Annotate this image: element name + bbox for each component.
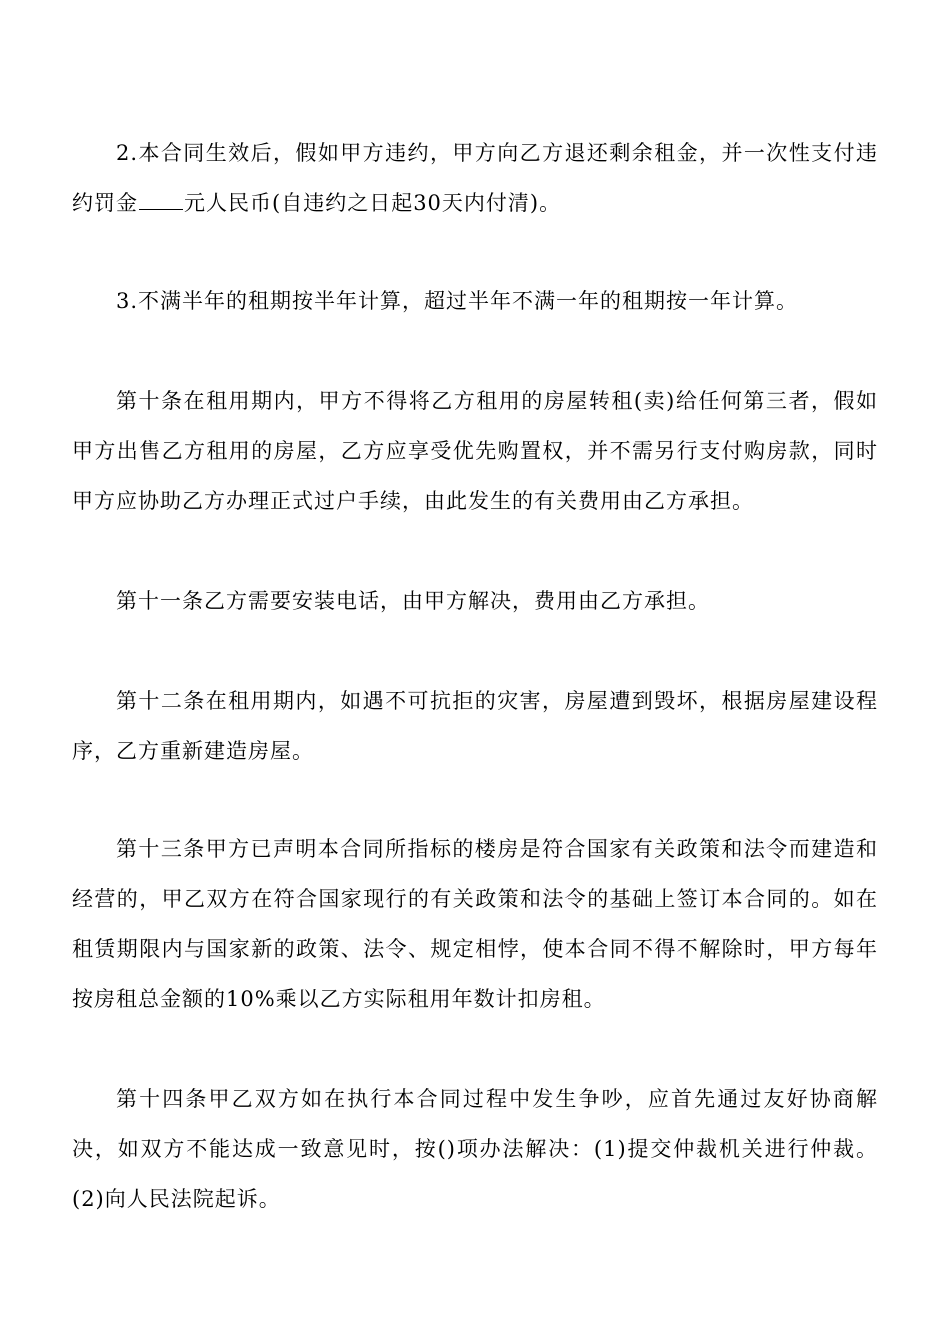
clause-2-penalty <box>72 128 878 228</box>
article-11: 第十一条乙方需要安装电话，由甲方解决，费用由乙方承担。 <box>116 589 710 613</box>
article-13: 第十三条甲方已声明本合同所指标的楼房是符合国家有关政策和法令而建造和经营的，甲乙双方在符合国家现行的有关政策和法令的基础上签订本合同的。如在租赁期限内与国家新的政策、法令、规定相悖，使本合同不得不解除时，甲方每年按房租总金额的10%乘以乙方实际租用年数计扣房租。 <box>72 837 878 1011</box>
article-10: 第十条在租用期内，甲方不得将乙方租用的房屋转租(卖)给任何第三者，假如甲方出售乙方租用的房屋，乙方应享受优先购置权，并不需另行支付购房款，同时甲方应协助乙方办理正式过户手续，由此发生的有关费用由乙方承担。 <box>72 389 878 513</box>
clause-text: 2.本合同生效后，假如甲方违约，甲方向乙方退还剩余租金，并一次性支付违约罚金 <box>72 141 878 215</box>
fill-in-blank <box>139 193 183 210</box>
article-14: 第十四条甲乙双方如在执行本合同过程中发生争吵，应首先通过友好协商解决，如双方不能达成一致意见时，按()项办法解决：(1)提交仲裁机关进行仲裁。(2)向人民法院起诉。 <box>72 1087 878 1211</box>
clause-3-lease-term: 3.不满半年的租期按半年计算，超过半年不满一年的租期按一年计算。 <box>116 289 799 313</box>
article-12: 第十二条在租用期内，如遇不可抗拒的灾害，房屋遭到毁坏，根据房屋建设程序，乙方重新建造房屋。 <box>72 689 878 763</box>
clause-text: 元人民币(自违约之日起30天内付清)。 <box>184 191 562 215</box>
